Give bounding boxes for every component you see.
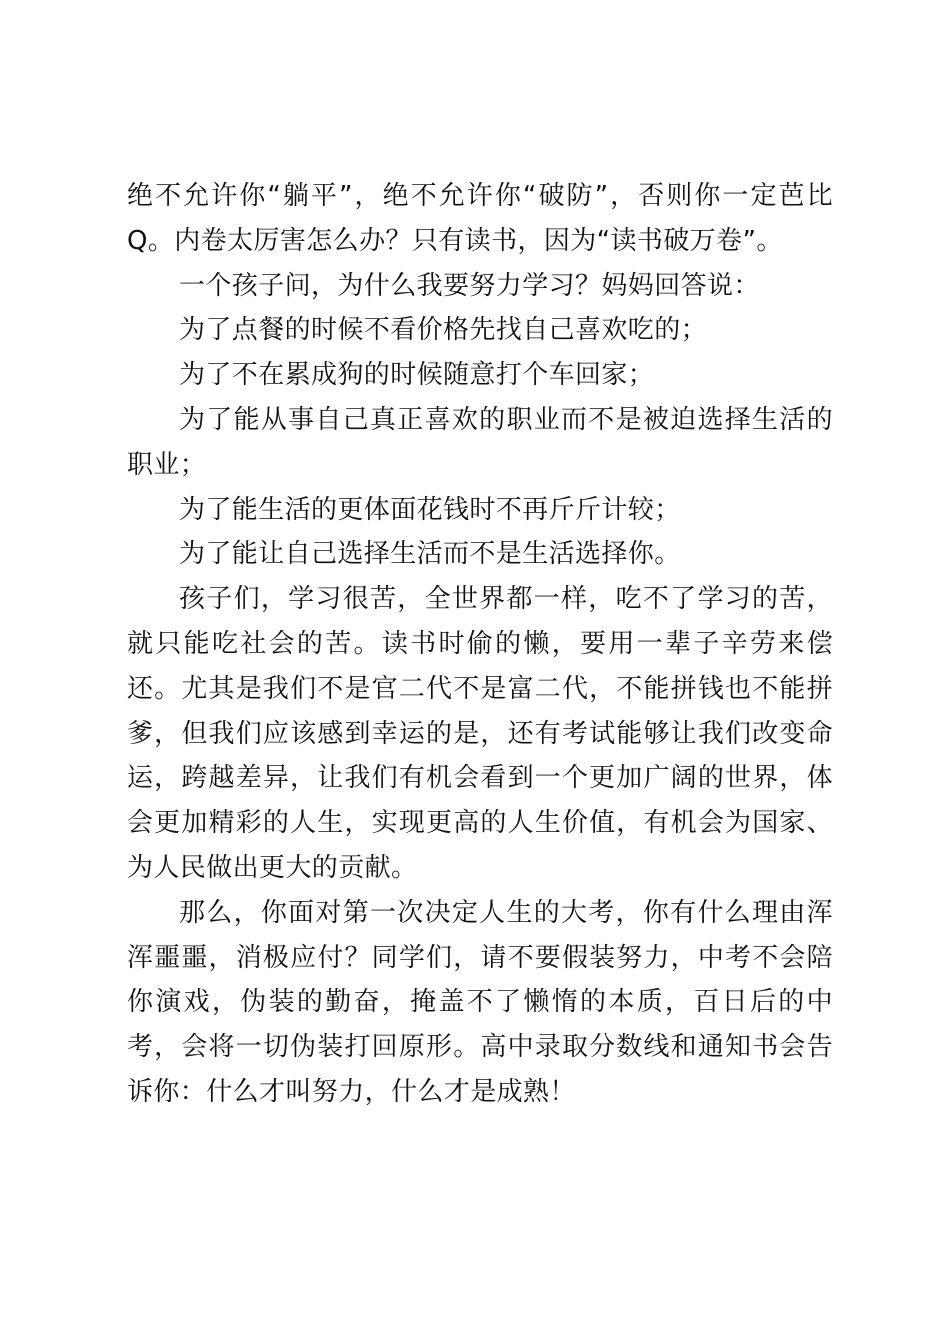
paragraph-1: 绝不允许你“躺平”，绝不允许你“破防”，否则你一定芭比Q。内卷太厉害怎么办？只有读书，因为“读书破万卷”。 xyxy=(127,181,833,256)
paragraph-6: 为了能生活的更体面花钱时不再斤斤计较； xyxy=(179,494,681,525)
paragraph-4: 为了不在累成狗的时候随意打个车回家； xyxy=(179,360,655,391)
paragraph-7: 为了能让自己选择生活而不是生活选择你。 xyxy=(179,539,681,570)
document-body xyxy=(127,174,833,1115)
paragraph-5: 为了能从事自己真正喜欢的职业而不是被迫选择生活的职业； xyxy=(127,404,833,480)
paragraph-2: 一个孩子问，为什么我要努力学习？妈妈回答说： xyxy=(179,270,760,301)
paragraph-3: 为了点餐的时候不看价格先找自己喜欢吃的； xyxy=(179,315,708,346)
paragraph-8: 孩子们，学习很苦，全世界都一样，吃不了学习的苦，就只能吃社会的苦。读书时偷的懒，要用一辈子辛劳来偿还。尤其是我们不是官二代不是富二代，不能拼钱也不能拼爹，但我们应该感到幸运的是，还有考试能够让我们改变命运，跨越差异，让我们有机会看到一个更加广阔的世界，体会更加精彩的人生，实现更高的人生价值，有机会为国家、为人民做出更大的贡献。 xyxy=(127,584,833,883)
paragraph-9: 那么，你面对第一次决定人生的大考，你有什么理由浑浑噩噩，消极应付？同学们，请不要假装努力，中考不会陪你演戏，伪装的勤奋，掩盖不了懒惰的本质，百日后的中考，会将一切伪装打回原形。高中录取分数线和通知书会告诉你：什么才叫努力，什么才是成熟！ xyxy=(127,897,833,1107)
